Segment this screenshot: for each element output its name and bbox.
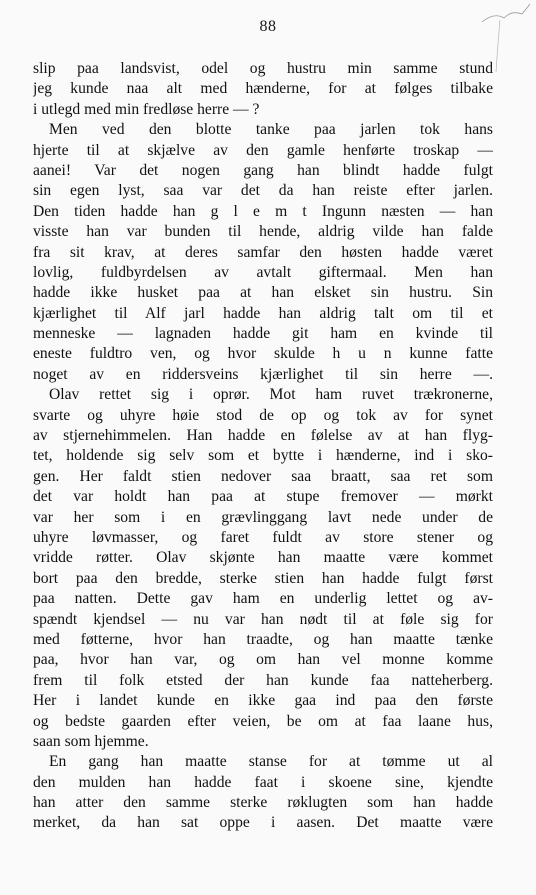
text-line: av stjernehimmelen. Han hadde en følelse av at han flyg- [33, 427, 493, 445]
text-line: lovlig, fuldbyrdelsen av avtalt giftermaal. Men han [33, 263, 493, 281]
text-line: han atter den samme sterke røklugten som han hadde [33, 794, 493, 812]
text-line: hadde ikke husket paa at han elsket sin hustru. Sin [33, 284, 493, 302]
text-line: den mulden han hadde faat i skoene sine, kjendte [33, 773, 493, 791]
text-line: svarte og uhyre høie stod de op og tok av for synet [33, 406, 493, 424]
text-line: merket, da han sat oppe i aasen. Det maatte være [33, 814, 493, 832]
text-line: spændt kjendsel — nu var han nødt til at føle sig for [33, 610, 493, 628]
text-line: gen. Her faldt stien nedover saa braatt, saa ret som [33, 467, 493, 485]
text-line: Men ved den blotte tanke paa jarlen tok hans [49, 121, 493, 139]
text-line: kjærlighet til Alf jarl hadde han aldrig talt om til et [33, 304, 493, 322]
text-line: bort paa den bredde, sterke stien han hadde fulgt først [33, 569, 493, 587]
text-line: paa natten. Dette gav ham en underlig lettet og av- [33, 590, 493, 608]
text-line: Her i landet kunde en ikke gaa ind paa den første [33, 692, 493, 710]
text-line: uhyre løvmasser, og faret fuldt av store stener og [33, 528, 493, 546]
text-line: tet, holdende sig selv som et bytte i hænderne, ind i sko- [33, 447, 493, 465]
text-line: menneske — lagnaden hadde git ham en kvinde til [33, 325, 493, 343]
text-line: fra sit krav, at deres samfar den høsten hadde været [33, 243, 493, 261]
text-line: visste han var bunden til hende, aldrig vilde han falde [33, 223, 493, 241]
text-line: En gang han maatte stanse for at tømme ut al [49, 753, 493, 771]
text-line: Den tiden hadde han g l e m t Ingunn næsten — han [33, 202, 493, 220]
text-line: med føtterne, hvor han traadte, og han maatte tænke [33, 630, 493, 648]
text-line: frem til folk etsted der han kunde faa natteherberg. [33, 671, 493, 689]
text-line: saan som hjemme. [33, 732, 149, 750]
text-line: jeg kunde naa alt med hænderne, for at følges tilbake [33, 80, 493, 98]
page-number: 88 [259, 18, 277, 35]
text-line: sin egen lyst, saa var det da han reiste efter jarlen. [33, 182, 493, 200]
text-line: var her som i en grævlinggang lavt nede under de [33, 508, 493, 526]
text-line: det var holdt han paa at stupe fremover — mørkt [33, 488, 493, 506]
text-line: aanei! Var det nogen gang han blindt hadde fulgt [33, 161, 493, 179]
text-line: vridde røtter. Olav skjønte han maatte være kommet [33, 549, 493, 567]
text-line: i utlegd med min fredløse herre — ? [33, 100, 260, 118]
text-line: og bedste gaarden efter veien, be om at faa laane hus, [33, 712, 493, 730]
text-line: slip paa landsvist, odel og hustru min samme stund [33, 60, 493, 77]
text-line: noget av en riddersveins kjærlighet til sin herre —. [33, 365, 493, 383]
text-line: Olav rettet sig i oprør. Mot ham ruvet trækronerne, [49, 386, 493, 404]
body-text [33, 59, 493, 834]
text-line: eneste fuldtro ven, og hvor skulde h u n kunne fatte [33, 345, 493, 363]
text-line: paa, hvor han var, og om han vel monne komme [33, 651, 493, 669]
text-line: hjerte til at skjælve av den gamle henførte troskap — [33, 141, 493, 159]
